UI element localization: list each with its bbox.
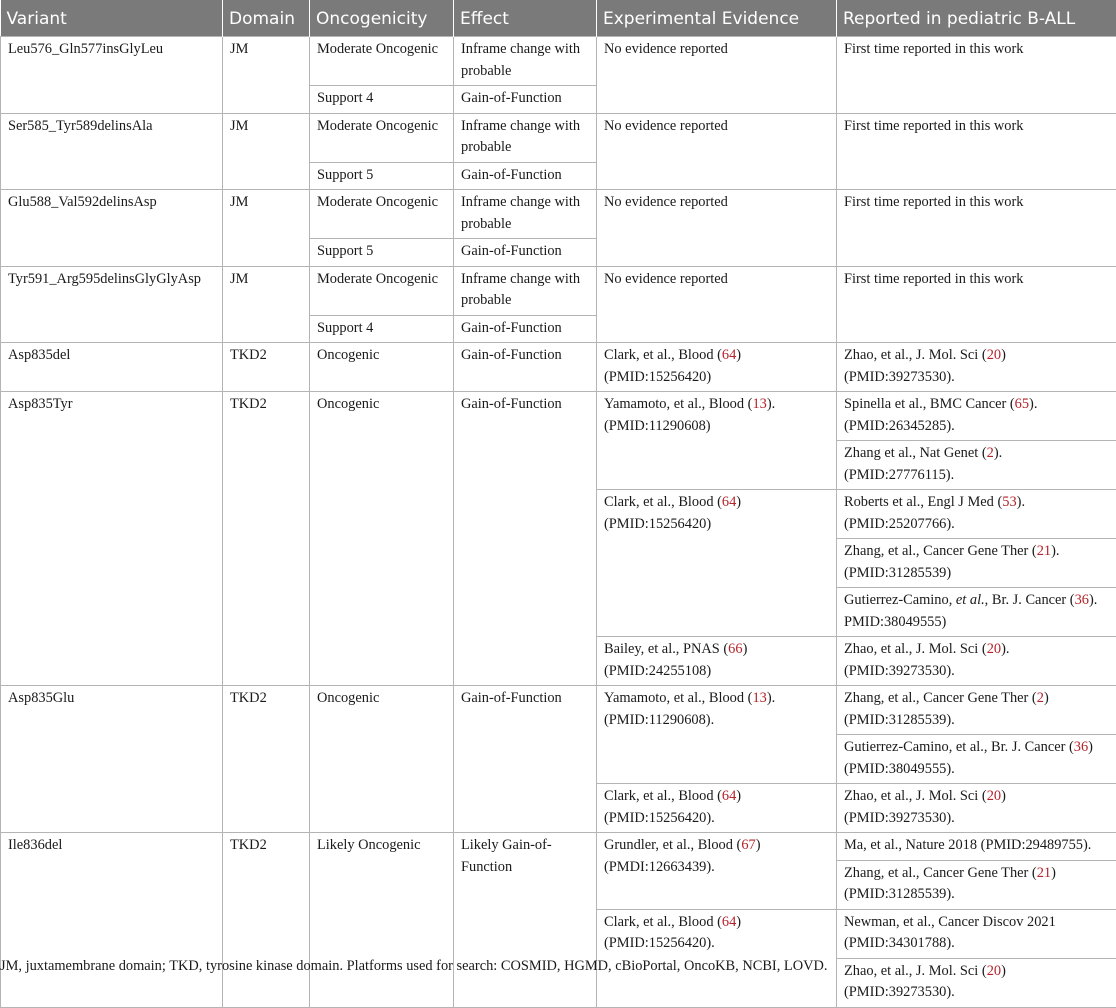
reported-cell: First time reported in this work	[837, 190, 1116, 267]
citation-link[interactable]: 2	[1037, 690, 1044, 706]
reported-text: Gutierrez-Camino,	[844, 592, 956, 608]
evidence-text: Yamamoto, et al., Blood (	[604, 690, 752, 706]
evidence-cell	[597, 686, 837, 784]
reported-cell	[837, 735, 1116, 784]
reported-cell: First time reported in this work	[837, 113, 1116, 190]
effect-cell: Gain-of-Function	[454, 239, 597, 267]
evidence-text: ) (PMID:15256420)	[604, 347, 741, 385]
evidence-text: ). (PMID:11290608)	[604, 396, 775, 434]
variant-cell: Leu576_Gln577insGlyLeu	[1, 37, 223, 114]
header-domain: Domain	[223, 0, 310, 37]
reported-text: Zhang, et al., Cancer Gene Ther (	[844, 543, 1037, 559]
header-effect: Effect	[454, 0, 597, 37]
evidence-text: Clark, et al., Blood (	[604, 788, 722, 804]
oncogenicity-cell: Moderate Oncogenic	[310, 266, 454, 315]
effect-cell: Gain-of-Function	[454, 392, 597, 686]
citation-link[interactable]: 66	[728, 641, 742, 657]
citation-link[interactable]: 64	[722, 914, 736, 930]
reported-text: ) (PMID:31285539).	[844, 865, 1056, 903]
domain-cell: JM	[223, 37, 310, 114]
reported-cell	[837, 686, 1116, 735]
citation-link[interactable]: 65	[1015, 396, 1029, 412]
domain-cell: TKD2	[223, 833, 310, 1008]
reported-text: ) (PMID:38049555).	[844, 739, 1093, 777]
support-cell: Support 5	[310, 239, 454, 267]
oncogenicity-cell: Moderate Oncogenic	[310, 37, 454, 86]
reported-cell	[837, 343, 1116, 392]
oncogenicity-cell: Likely Oncogenic	[310, 833, 454, 1008]
evidence-cell: No evidence reported	[597, 190, 837, 267]
effect-cell: Inframe change with probable	[454, 37, 597, 86]
effect-cell: Gain-of-Function	[454, 343, 597, 392]
table-row	[1, 686, 1116, 735]
oncogenicity-cell: Oncogenic	[310, 392, 454, 686]
reported-cell	[837, 958, 1116, 1007]
domain-cell: TKD2	[223, 392, 310, 686]
evidence-text: Grundler, et al., Blood (	[604, 837, 741, 853]
domain-cell: TKD2	[223, 343, 310, 392]
effect-cell: Gain-of-Function	[454, 315, 597, 343]
reported-cell	[837, 539, 1116, 588]
effect-cell: Gain-of-Function	[454, 686, 597, 833]
reported-text: Gutierrez-Camino, et al., Br. J. Cancer (	[844, 739, 1074, 755]
header-row	[1, 0, 1116, 37]
reported-text: Zhang, et al., Cancer Gene Ther (	[844, 690, 1037, 706]
reported-text: ) (PMID:31285539).	[844, 690, 1049, 728]
reported-cell	[837, 784, 1116, 833]
reported-text: Zhao, et al., J. Mol. Sci (	[844, 963, 987, 979]
header-reported-pediatric: Reported in pediatric B-ALL	[837, 0, 1116, 37]
oncogenicity-cell: Moderate Oncogenic	[310, 190, 454, 239]
reported-cell	[837, 860, 1116, 909]
reported-text: ). (PMID:31285539)	[844, 543, 1060, 581]
citation-link[interactable]: 13	[752, 690, 766, 706]
table-row	[1, 190, 1116, 239]
evidence-cell	[597, 392, 837, 490]
variant-cell: Asp835Tyr	[1, 392, 223, 686]
citation-link[interactable]: 64	[722, 347, 736, 363]
effect-cell: Inframe change with probable	[454, 113, 597, 162]
reported-text: ). (PMID:26345285).	[844, 396, 1037, 434]
reported-text: , Br. J. Cancer (	[985, 592, 1075, 608]
reported-cell	[837, 637, 1116, 686]
evidence-text: Clark, et al., Blood (	[604, 494, 722, 510]
citation-link[interactable]: 36	[1074, 739, 1088, 755]
reported-text: Zhang, et al., Cancer Gene Ther (	[844, 865, 1037, 881]
citation-link[interactable]: 21	[1037, 865, 1051, 881]
evidence-text: ) (PMID:24255108)	[604, 641, 747, 679]
evidence-cell	[597, 343, 837, 392]
variant-cell: Tyr591_Arg595delinsGlyGlyAsp	[1, 266, 223, 343]
evidence-cell	[597, 784, 837, 833]
citation-link[interactable]: 13	[752, 396, 766, 412]
citation-link[interactable]: 2	[987, 445, 994, 461]
reported-cell	[837, 441, 1116, 490]
citation-link[interactable]: 20	[987, 788, 1001, 804]
evidence-text: Yamamoto, et al., Blood (	[604, 396, 752, 412]
citation-link[interactable]: 64	[722, 494, 736, 510]
reported-text: ). (PMID:25207766).	[844, 494, 1025, 532]
evidence-text: ) (PMID:15256420)	[604, 494, 741, 532]
effect-cell: Inframe change with probable	[454, 266, 597, 315]
evidence-text: ) (PMID:15256420).	[604, 914, 741, 952]
evidence-cell: No evidence reported	[597, 113, 837, 190]
domain-cell: JM	[223, 266, 310, 343]
reported-text: Spinella et al., BMC Cancer (	[844, 396, 1015, 412]
reported-text: ). PMID:38049555)	[844, 592, 1097, 630]
variant-cell: Asp835del	[1, 343, 223, 392]
reported-text: Zhao, et al., J. Mol. Sci (	[844, 788, 987, 804]
reported-text: Zhao, et al., J. Mol. Sci (	[844, 347, 987, 363]
reported-cell	[837, 588, 1116, 637]
reported-text: ) (PMID:39273530).	[844, 347, 1006, 385]
domain-cell: JM	[223, 190, 310, 267]
citation-link[interactable]: 20	[987, 347, 1001, 363]
reported-cell: Newman, et al., Cancer Discov 2021 (PMID:34301788).	[837, 909, 1116, 958]
variant-cell: Asp835Glu	[1, 686, 223, 833]
reported-text-italic: et al.	[956, 592, 985, 608]
variant-cell: Ile836del	[1, 833, 223, 1008]
evidence-cell	[597, 490, 837, 637]
table-row	[1, 392, 1116, 441]
reported-cell	[837, 392, 1116, 441]
oncogenicity-cell: Oncogenic	[310, 343, 454, 392]
effect-cell: Gain-of-Function	[454, 162, 597, 190]
header-experimental-evidence: Experimental Evidence	[597, 0, 837, 37]
evidence-cell: No evidence reported	[597, 266, 837, 343]
evidence-text: Clark, et al., Blood (	[604, 914, 722, 930]
support-cell: Support 4	[310, 86, 454, 114]
evidence-cell: No evidence reported	[597, 37, 837, 114]
variant-cell: Glu588_Val592delinsAsp	[1, 190, 223, 267]
reported-text: ) (PMID:39273530).	[844, 963, 1006, 1001]
domain-cell: TKD2	[223, 686, 310, 833]
table-row	[1, 833, 1116, 861]
evidence-text: ) (PMID:15256420).	[604, 788, 741, 826]
table-row	[1, 266, 1116, 315]
evidence-text: Clark, et al., Blood (	[604, 347, 722, 363]
reported-cell: First time reported in this work	[837, 266, 1116, 343]
citation-link[interactable]: 64	[722, 788, 736, 804]
reported-text: ). (PMID:27776115).	[844, 445, 1002, 483]
citation-link[interactable]: 67	[741, 837, 755, 853]
citation-link[interactable]: 20	[987, 641, 1001, 657]
effect-cell: Likely Gain-of-Function	[454, 833, 597, 1008]
reported-text: ) (PMID:39273530).	[844, 788, 1006, 826]
table-footnote: JM, juxtamembrane domain; TKD, tyrosine kinase domain. Platforms used for search: COSMID, HGMD, cBioPortal, OncoKB, NCBI, LOVD.	[0, 958, 828, 975]
citation-link[interactable]: 36	[1075, 592, 1089, 608]
oncogenicity-cell: Moderate Oncogenic	[310, 113, 454, 162]
citation-link[interactable]: 53	[1002, 494, 1016, 510]
table-row	[1, 37, 1116, 86]
effect-cell: Inframe change with probable	[454, 190, 597, 239]
table-row	[1, 113, 1116, 162]
header-variant: Variant	[1, 0, 223, 37]
evidence-cell	[597, 833, 837, 910]
evidence-cell	[597, 637, 837, 686]
header-oncogenicity: Oncogenicity	[310, 0, 454, 37]
support-cell: Support 4	[310, 315, 454, 343]
table-row	[1, 343, 1116, 392]
evidence-text: Bailey, et al., PNAS (	[604, 641, 728, 657]
reported-text: Zhao, et al., J. Mol. Sci (	[844, 641, 987, 657]
variant-cell: Ser585_Tyr589delinsAla	[1, 113, 223, 190]
citation-link[interactable]: 21	[1037, 543, 1051, 559]
reported-cell: First time reported in this work	[837, 37, 1116, 114]
oncogenicity-cell: Oncogenic	[310, 686, 454, 833]
evidence-text: ). (PMID:11290608).	[604, 690, 775, 728]
reported-text: ). (PMID:39273530).	[844, 641, 1009, 679]
reported-cell: Ma, et al., Nature 2018 (PMID:29489755).	[837, 833, 1116, 861]
citation-link[interactable]: 20	[987, 963, 1001, 979]
effect-cell: Gain-of-Function	[454, 86, 597, 114]
reported-text: Zhang et al., Nat Genet (	[844, 445, 987, 461]
reported-text: Roberts et al., Engl J Med (	[844, 494, 1002, 510]
evidence-text: ) (PMDI:12663439).	[604, 837, 761, 875]
reported-cell	[837, 490, 1116, 539]
support-cell: Support 5	[310, 162, 454, 190]
domain-cell: JM	[223, 113, 310, 190]
